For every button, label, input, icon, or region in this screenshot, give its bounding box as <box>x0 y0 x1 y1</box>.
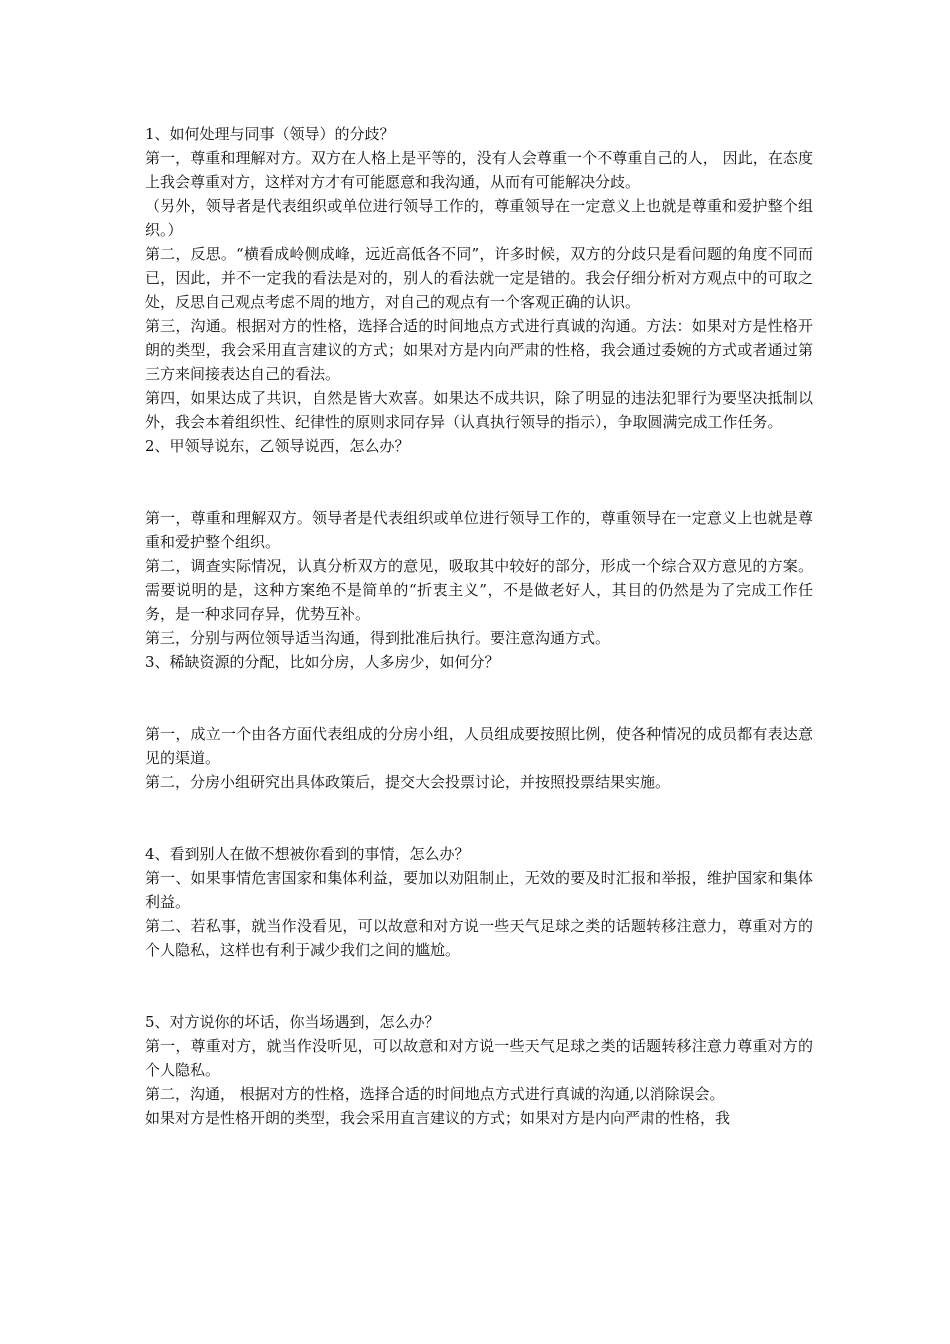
blank-space <box>145 962 813 1010</box>
question-2-paragraph: 第三，分别与两位领导适当沟通，得到批准后执行。要注意沟通方式。 <box>145 629 611 647</box>
question-5-paragraph: 如果对方是性格开朗的类型，我会采用直言建议的方式；如果对方是内向严肃的性格，我 <box>145 1109 731 1127</box>
question-2-paragraph: 第二，调查实际情况，认真分析双方的意见，吸取其中较好的部分，形成一个综合双方意见的方案。需要说明的是，这种方案绝不是简单的“折衷主义”，不是做老好人，其目的仍然是为了完成工作任务，是一种求同存异，优势互补。 <box>145 557 813 623</box>
question-4-title: 4、看到别人在做不想被你看到的事情，怎么办？ <box>145 845 470 863</box>
question-1-paragraph: （另外，领导者是代表组织或单位进行领导工作的，尊重领导在一定意义上也就是尊重和爱护整个组织。） <box>145 197 813 239</box>
question-2-paragraph: 第一，尊重和理解双方。领导者是代表组织或单位进行领导工作的，尊重领导在一定意义上也就是尊重和爱护整个组织。 <box>145 509 813 551</box>
question-4-paragraph: 第二、若私事，就当作没看见，可以故意和对方说一些天气足球之类的话题转移注意力，尊重对方的个人隐私，这样也有利于减少我们之间的尴尬。 <box>145 917 813 959</box>
question-5-title: 5、对方说你的坏话，你当场遇到，怎么办？ <box>145 1013 440 1031</box>
question-3-paragraph: 第一，成立一个由各方面代表组成的分房小组，人员组成要按照比例，使各种情况的成员都有表达意见的渠道。 <box>145 725 813 767</box>
question-3-title: 3、稀缺资源的分配，比如分房，人多房少，如何分？ <box>145 653 500 671</box>
question-1-paragraph: 第四，如果达成了共识，自然是皆大欢喜。如果达不成共识，除了明显的违法犯罪行为要坚决抵制以外，我会本着组织性、纪律性的原则求同存异（认真执行领导的指示），争取圆满完成工作任务。 <box>145 389 813 431</box>
blank-space <box>145 794 813 842</box>
blank-space <box>145 458 813 506</box>
question-2-title: 2、甲领导说东，乙领导说西，怎么办？ <box>145 437 410 455</box>
question-1-paragraph: 第一，尊重和理解对方。双方在人格上是平等的，没有人会尊重一个不尊重自己的人， 因此，在态度上我会尊重对方，这样对方才有可能愿意和我沟通，从而有可能解决分歧。 <box>145 149 813 191</box>
question-5-paragraph: 第一，尊重对方，就当作没听见，可以故意和对方说一些天气足球之类的话题转移注意力尊重对方的个人隐私。 <box>145 1037 813 1079</box>
document-body <box>145 122 813 1130</box>
question-4-paragraph: 第一、如果事情危害国家和集体利益，要加以劝阻制止，无效的要及时汇报和举报，维护国家和集体利益。 <box>145 869 813 911</box>
question-1-title: 1、如何处理与同事（领导）的分歧？ <box>145 125 395 143</box>
question-3-paragraph: 第二，分房小组研究出具体政策后，提交大会投票讨论，并按照投票结果实施。 <box>145 773 671 791</box>
question-1-paragraph: 第三，沟通。根据对方的性格，选择合适的时间地点方式进行真诚的沟通。方法：如果对方是性格开朗的类型，我会采用直言建议的方式；如果对方是内向严肃的性格，我会通过委婉的方式或者通过第三方来间接表达自己的看法。 <box>145 317 813 383</box>
blank-space <box>145 674 813 722</box>
question-5-paragraph: 第二，沟通， 根据对方的性格，选择合适的时间地点方式进行真诚的沟通,以消除误会。 <box>145 1085 725 1103</box>
question-1-paragraph: 第二，反思。“横看成岭侧成峰，远近高低各不同”，许多时候，双方的分歧只是看问题的角度不同而已，因此，并不一定我的看法是对的，别人的看法就一定是错的。我会仔细分析对方观点中的可取之处，反思自己观点考虑不周的地方，对自己的观点有一个客观正确的认识。 <box>145 245 813 311</box>
